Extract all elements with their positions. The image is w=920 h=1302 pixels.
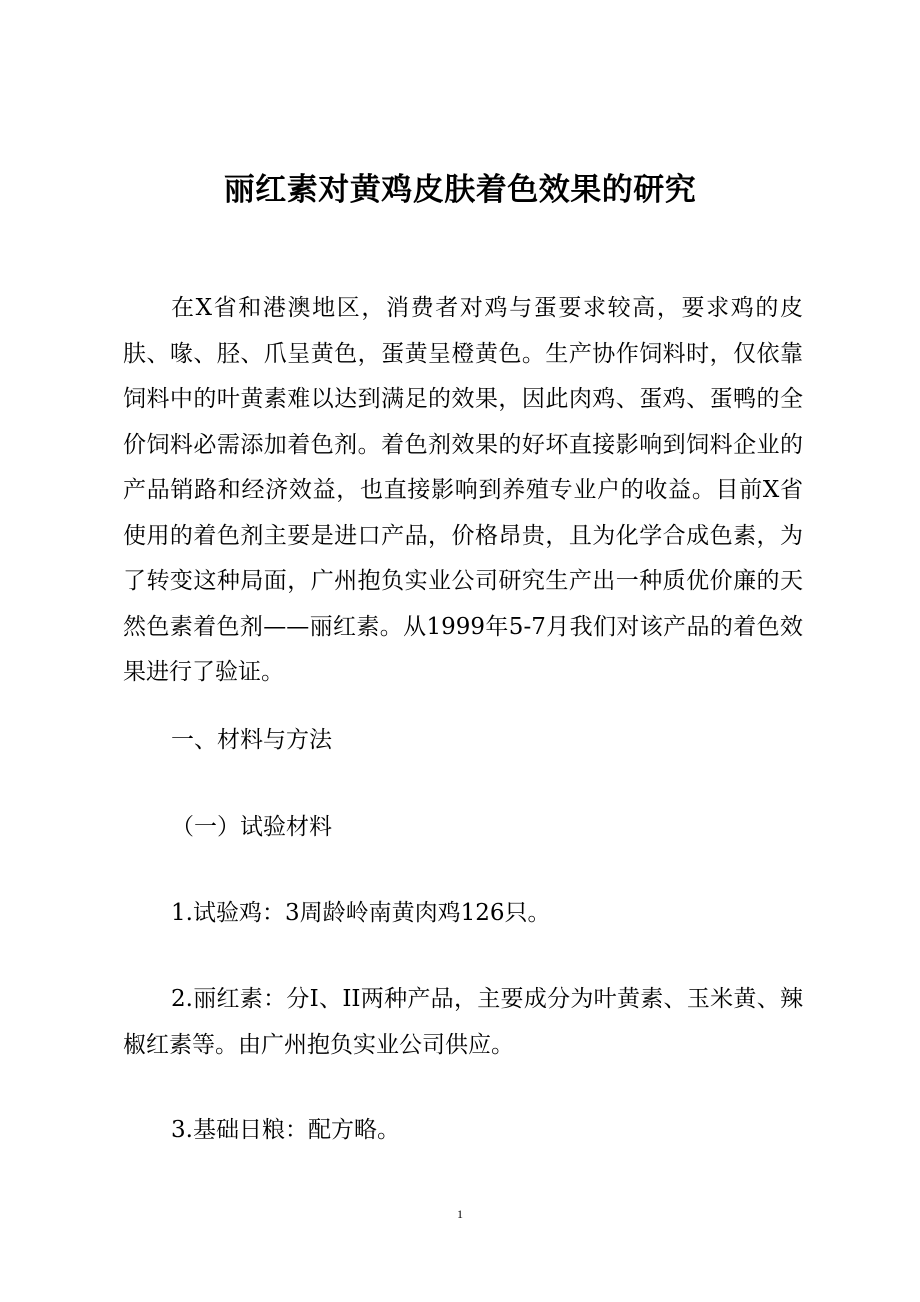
subsection-heading-test-materials: （一）试验材料	[171, 814, 332, 840]
intro-paragraph: 在X省和港澳地区，消费者对鸡与蛋要求较高，要求鸡的皮肤、喙、胫、爪呈黄色，蛋黄呈橙黄色。生产协作饲料时，仅依靠饲料中的叶黄素难以达到满足的效果，因此肉鸡、蛋鸡、蛋鸭的全价饲料必需添加着色剂。着色剂效果的好坏直接影响到饲料企业的产品销路和经济效益，也直接影响到养殖专业户的收益。目前X省使用的着色剂主要是进口产品，价格昂贵，且为化学合成色素，为了转变这种局面，广州抱负实业公司研究生产出一种质优价廉的天然色素着色剂——丽红素。从1999年5-7月我们对该产品的着色效果进行了验证。	[123, 295, 803, 685]
section-heading-materials-methods: 一、材料与方法	[171, 727, 332, 753]
list-item-basal-diet: 3.基础日粮：配方略。	[171, 1117, 400, 1143]
list-item-lihongsu: 2.丽红素：分I、II两种产品，主要成分为叶黄素、玉米黄、辣椒红素等。由广州抱负实业公司供应。	[123, 986, 803, 1058]
list-item-test-chickens: 1.试验鸡：3周龄岭南黄肉鸡126只。	[171, 900, 551, 926]
page-number: 1	[457, 1207, 463, 1221]
document-title: 丽红素对黄鸡皮肤着色效果的研究	[223, 172, 697, 208]
